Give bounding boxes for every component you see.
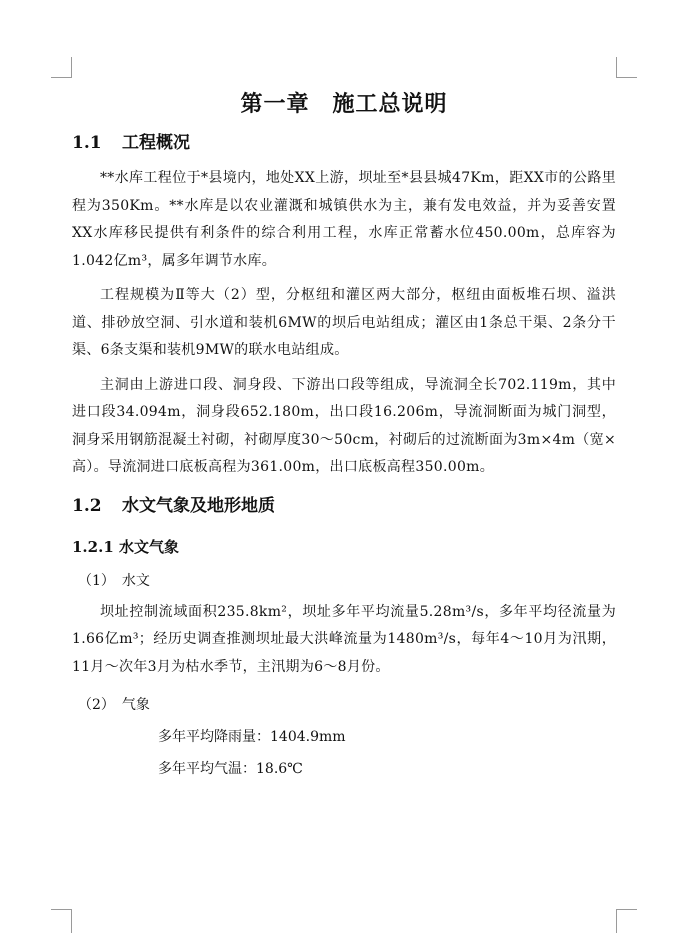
crop-mark-bottom-left xyxy=(51,909,72,933)
crop-mark-top-left xyxy=(51,57,72,78)
hydrology-label: （1） 水文 xyxy=(78,572,150,589)
paragraph-hydrology: 坝址控制流域面积235.8km²，坝址多年平均流量5.28m³/s，多年平均径流量为1.66亿m³；经历史调查推测坝址最大洪峰流量为1480m³/s，每年4～10月为汛期，11月～次年3月为枯水季节，主汛期为6～8月份。 xyxy=(72,603,616,675)
paragraph-project-scale: 工程规模为Ⅱ等大（2）型，分枢纽和灌区两大部分，枢纽由面板堆石坝、溢洪道、排砂放空洞、引水道和装机6MW的坝后电站组成；灌区由1条总干渠、2条分干渠、6条支渠和装机9MW的联水电站组成。 xyxy=(72,287,616,358)
crop-mark-top-right xyxy=(616,57,637,78)
page-content xyxy=(72,82,616,779)
crop-mark-bottom-right xyxy=(616,909,637,933)
climate-label: （2） 气象 xyxy=(78,697,150,713)
section-1-1-number: 1.1 xyxy=(72,133,102,153)
section-1-2-number: 1.2 xyxy=(72,495,102,516)
paragraph-project-location: **水库工程位于*县境内，地处XX上游，坝址至*县县城47Km，距XX市的公路里程为350Km。**水库是以农业灌溉和城镇供水为主，兼有发电效益，并为妥善安置XX水库移民提供有利条件的综合利用工程，水库正常蓄水位450.00m，总库容为1.042亿m³，属多年调节水库。 xyxy=(72,170,616,269)
climate-item-temperature: 多年平均气温：18.6℃ xyxy=(158,761,303,777)
paragraph-diversion-tunnel: 主洞由上游进口段、洞身段、下游出口段等组成，导流洞全长702.119m，其中进口段34.094m，洞身段652.180m，出口段16.206m，导流洞断面为城门洞型，洞身采用钢筋混凝土衬砌，衬砌厚度30～50cm，衬砌后的过流断面为3m×4m（宽×高）。导流洞进口底板高程为361.00m，出口底板高程350.00m。 xyxy=(72,376,616,475)
chapter-title: 第一章 施工总说明 xyxy=(240,91,448,117)
climate-item-rainfall: 多年平均降雨量：1404.9mm xyxy=(158,729,346,745)
section-1-1-title: 工程概况 xyxy=(122,133,190,153)
section-1-1-heading xyxy=(72,132,616,154)
section-1-2-heading xyxy=(72,495,616,517)
section-1-2-title: 水文气象及地形地质 xyxy=(122,495,275,516)
section-1-2-1-heading: 1.2.1 水文气象 xyxy=(72,537,179,556)
